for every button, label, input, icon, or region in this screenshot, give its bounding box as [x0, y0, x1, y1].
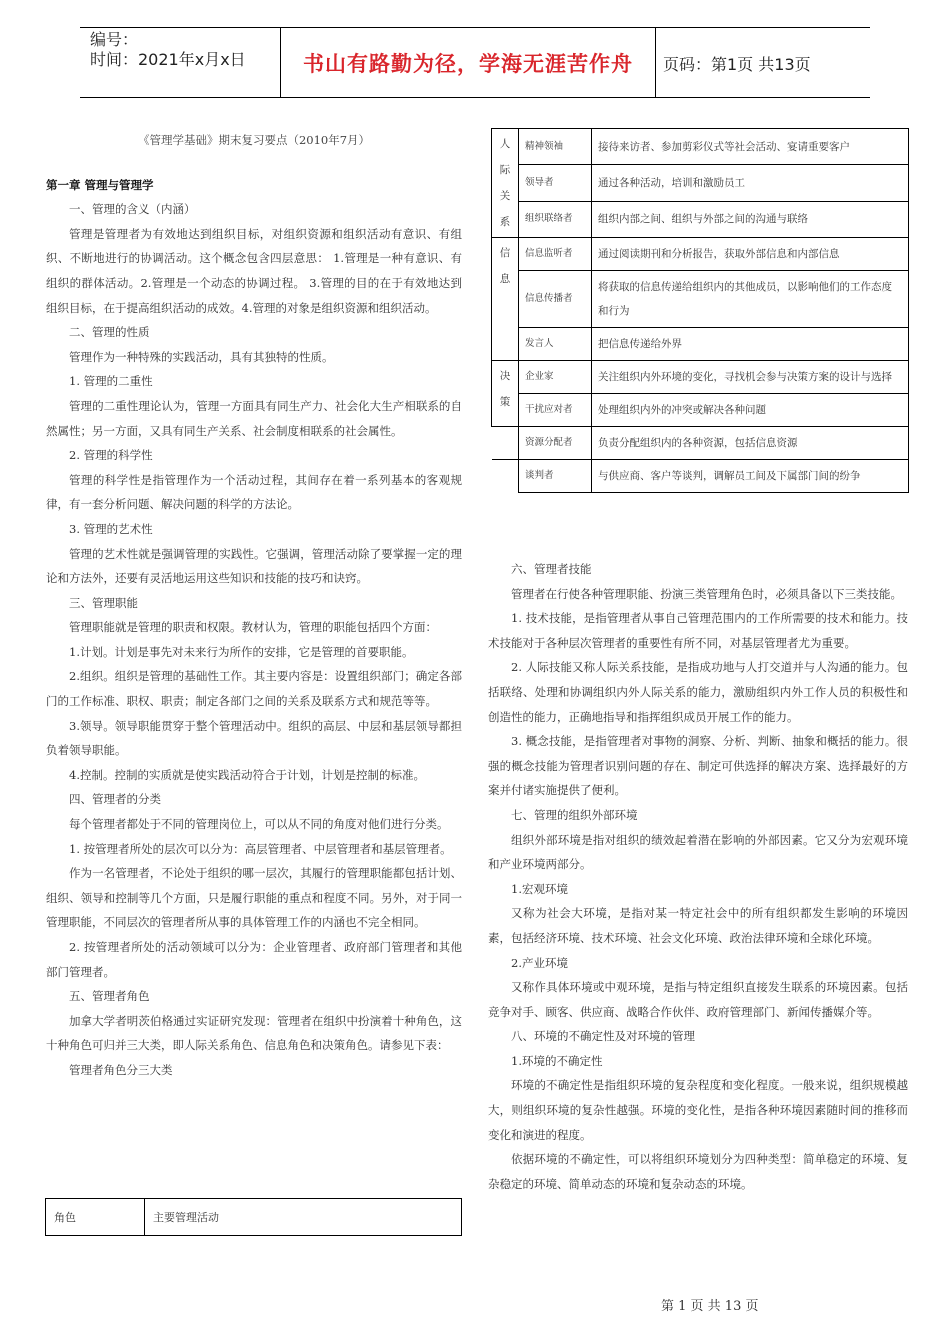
- paragraph: 管理的二重性理论认为，管理一方面具有同生产力、社会化大生产相联系的自然属性；另一方面，又具有同生产关系、社会制度相联系的社会属性。: [46, 398, 462, 438]
- table-row: [492, 129, 909, 165]
- role-cell: 组织联络者: [519, 201, 592, 237]
- paragraph: 3. 概念技能，是指管理者对事物的洞察、分析、判断、抽象和概括的能力。很强的概念技能为管理者识别问题的存在、制定可供选择的解决方案、选择最好的方案并付诸实施提供了便利。: [488, 734, 908, 798]
- section-heading: 八、环境的不确定性及对环境的管理: [511, 1029, 695, 1044]
- subsection-heading: 3. 管理的艺术性: [69, 521, 153, 536]
- subsection-heading: 1. 管理的二重性: [69, 374, 153, 389]
- section-heading: 一、管理的含义（内涵）: [69, 202, 196, 217]
- activity-cell: 通过阅读期刊和分析报告，获取外部信息和内部信息: [592, 238, 909, 271]
- paragraph: 1.计划。计划是事先对未来行为所作的安排，它是管理的首要职能。: [69, 644, 414, 659]
- subsection-heading: 1.环境的不确定性: [511, 1053, 603, 1068]
- paragraph: 3.领导。领导职能贯穿于整个管理活动中。组织的高层、中层和基层领导都担负着领导职能。: [46, 718, 462, 758]
- table-caption: 管理者角色分三大类: [69, 1062, 173, 1077]
- paragraph: 2. 按管理者所处的活动领域可以分为：企业管理者、政府部门管理者和其他部门管理者。: [46, 940, 462, 979]
- number-label: 编号：: [90, 30, 139, 49]
- chapter-heading: 第一章 管理与管理学: [46, 177, 154, 192]
- section-heading: 七、管理的组织外部环境: [511, 807, 638, 822]
- table-row: [492, 427, 909, 460]
- table-row: [492, 238, 909, 271]
- subsection-heading: 1.宏观环境: [511, 881, 568, 896]
- paragraph: 每个管理者都处于不同的管理岗位上，可以从不同的角度对他们进行分类。: [69, 817, 449, 832]
- table-row: [492, 361, 909, 394]
- table-header-cell: 角色: [46, 1199, 145, 1236]
- paragraph: 又称作具体环境或中观环境，是指与特定组织直接发生联系的环境因素。包括竞争对手、顾客、供应商、战略合作伙伴、政府管理部门、新闻传播媒介等。: [488, 980, 908, 1019]
- activity-cell: 接待来访者、参加剪彩仪式等社会活动、宴请重要客户: [592, 129, 909, 165]
- paragraph: 管理作为一种特殊的实践活动，具有其独特的性质。: [69, 349, 334, 364]
- role-cell: 信息传播者: [519, 271, 592, 328]
- paragraph: 组织外部环境是指对组织的绩效起着潜在影响的外部因素。它又分为宏观环境和产业环境两部分。: [488, 832, 908, 872]
- role-cell: 谈判者: [519, 460, 592, 493]
- category-cell-empty: [492, 427, 519, 460]
- paragraph: 环境的不确定性是指组织环境的复杂程度和变化程度。一般来说，组织规模越大，则组织环境的复杂性越强。环境的变化性，是指各种环境因素随时间的推移而变化和演进的程度。: [488, 1078, 908, 1142]
- header-page-info: 页码：第1页 共13页: [663, 55, 811, 74]
- paragraph: 4.控制。控制的实质就是使实践活动符合于计划，计划是控制的标准。: [69, 767, 425, 782]
- page-footer: 第 1 页 共 13 页: [661, 1299, 759, 1314]
- activity-cell: 通过各种活动，培训和激励员工: [592, 165, 909, 201]
- right-column: [488, 557, 908, 1196]
- roles-table-header: [45, 1198, 462, 1236]
- activity-cell: 负责分配组织内的各种资源，包括信息资源: [592, 427, 909, 460]
- paragraph: 管理是管理者为有效地达到组织目标，对组织资源和组织活动有意识、有组织、不断地进行的协调活动。这个概念包含四层意思： 1.管理是一种有意识、有组织的群体活动。2.管理是一个动态的协调过程。 3.管理的目的在于有效地达到组织目标，在于提高组织活动的成效。4.管理的对象是组织资源和组织活动。: [46, 226, 462, 315]
- paragraph: 又称为社会大环境，是指对某一特定社会中的所有组织都发生影响的环境因素，包括经济环境、技术环境、社会文化环境、政治法律环境和全球化环境。: [488, 906, 908, 945]
- doc-title: 《管理学基础》期末复习要点（2010年7月）: [137, 133, 371, 147]
- table-row: [492, 328, 909, 361]
- paragraph: 2.组织。组织是管理的基础性工作。其主要内容是：设置组织部门；确定各部门的工作标准、职权、职责；制定各部门之间的关系及联系方式和规范等等。: [46, 669, 462, 709]
- category-cell-empty: [492, 460, 519, 493]
- section-heading: 五、管理者角色: [69, 989, 150, 1004]
- paragraph: 管理的艺术性就是强调管理的实践性。它强调，管理活动除了要掌握一定的理论和方法外，还要有灵活地运用这些知识和技能的技巧和诀窍。: [46, 546, 462, 586]
- subsection-heading: 2. 管理的科学性: [69, 448, 153, 463]
- role-cell: 资源分配者: [519, 427, 592, 460]
- table-row: [492, 460, 909, 493]
- table-row: [492, 394, 909, 427]
- activity-cell: 将获取的信息传递给组织内的其他成员，以影响他们的工作态度和行为: [592, 271, 909, 328]
- section-heading: 四、管理者的分类: [69, 792, 161, 807]
- activity-cell: 把信息传递给外界: [592, 328, 909, 361]
- activity-cell: 与供应商、客户等谈判，调解员工间及下属部门间的纷争: [592, 460, 909, 493]
- category-cell: 信息: [492, 238, 519, 361]
- left-column: [46, 128, 462, 1083]
- header-divider: [280, 28, 281, 97]
- roles-table: [491, 128, 909, 493]
- paragraph: 1. 技术技能，是指管理者从事自己管理范围内的工作所需要的技术和能力。技术技能对于各种层次管理者的重要性有所不同，对基层管理者尤为重要。: [488, 611, 908, 650]
- category-cell: 决策: [492, 361, 519, 427]
- section-heading: 二、管理的性质: [69, 325, 150, 340]
- paragraph: 依据环境的不确定性，可以将组织环境划分为四种类型：简单稳定的环境、复杂稳定的环境、简单动态的环境和复杂动态的环境。: [488, 1152, 908, 1191]
- header-motto: 书山有路勤为径，学海无涯苦作舟: [303, 52, 633, 76]
- paragraph: 管理的科学性是指管理作为一个活动过程，其间存在着一系列基本的客观规律，有一套分析问题、解决问题的科学的方法论。: [46, 472, 462, 512]
- table-header-cell: 主要管理活动: [145, 1199, 462, 1236]
- paragraph: 加拿大学者明茨伯格通过实证研究发现：管理者在组织中扮演着十种角色，这十种角色可归并三大类，即人际关系角色、信息角色和决策角色。请参见下表：: [46, 1013, 462, 1053]
- category-cell: 人际关系: [492, 129, 519, 238]
- activity-cell: 处理组织内外的冲突或解决各种问题: [592, 394, 909, 427]
- section-heading: 六、管理者技能: [511, 562, 592, 576]
- paragraph: 作为一名管理者，不论处于组织的哪一层次，其履行的管理职能都包括计划、组织、领导和控制等几个方面，只是履行职能的重点和程度不同。另外，对于同一管理职能，不同层次的管理者所从事的具体管理工作的内涵也不完全相同。: [46, 866, 462, 930]
- paragraph: 2. 人际技能又称人际关系技能，是指成功地与人打交道并与人沟通的能力。包括联络、处理和协调组织内外人际关系的能力，激励组织内外工作人员的积极性和创造性的能力，正确地指导和指挥组织成员开展工作的能力。: [488, 660, 908, 724]
- time-label: 时间：2021年x月x日: [90, 50, 246, 69]
- role-cell: 领导者: [519, 165, 592, 201]
- section-heading: 三、管理职能: [69, 595, 138, 610]
- paragraph: 管理者在行使各种管理职能、扮演三类管理角色时，必须具备以下三类技能。: [511, 586, 902, 601]
- paragraph: 1. 按管理者所处的层次可以分为：高层管理者、中层管理者和基层管理者。: [69, 841, 452, 856]
- header-meta: [90, 30, 280, 70]
- role-cell: 信息监听者: [519, 238, 592, 271]
- role-cell: 干扰应对者: [519, 394, 592, 427]
- table-row: [492, 165, 909, 201]
- header-divider: [655, 28, 656, 97]
- activity-cell: 组织内部之间、组织与外部之间的沟通与联络: [592, 201, 909, 237]
- subsection-heading: 2.产业环境: [511, 955, 568, 970]
- role-cell: 企业家: [519, 361, 592, 394]
- activity-cell: 关注组织内外环境的变化，寻找机会参与决策方案的设计与选择: [592, 361, 909, 394]
- table-row: [492, 271, 909, 328]
- role-cell: 发言人: [519, 328, 592, 361]
- table-row: [492, 201, 909, 237]
- page-header: [80, 27, 870, 98]
- role-cell: 精神领袖: [519, 129, 592, 165]
- paragraph: 管理职能就是管理的职责和权限。教材认为，管理的职能包括四个方面：: [69, 620, 437, 635]
